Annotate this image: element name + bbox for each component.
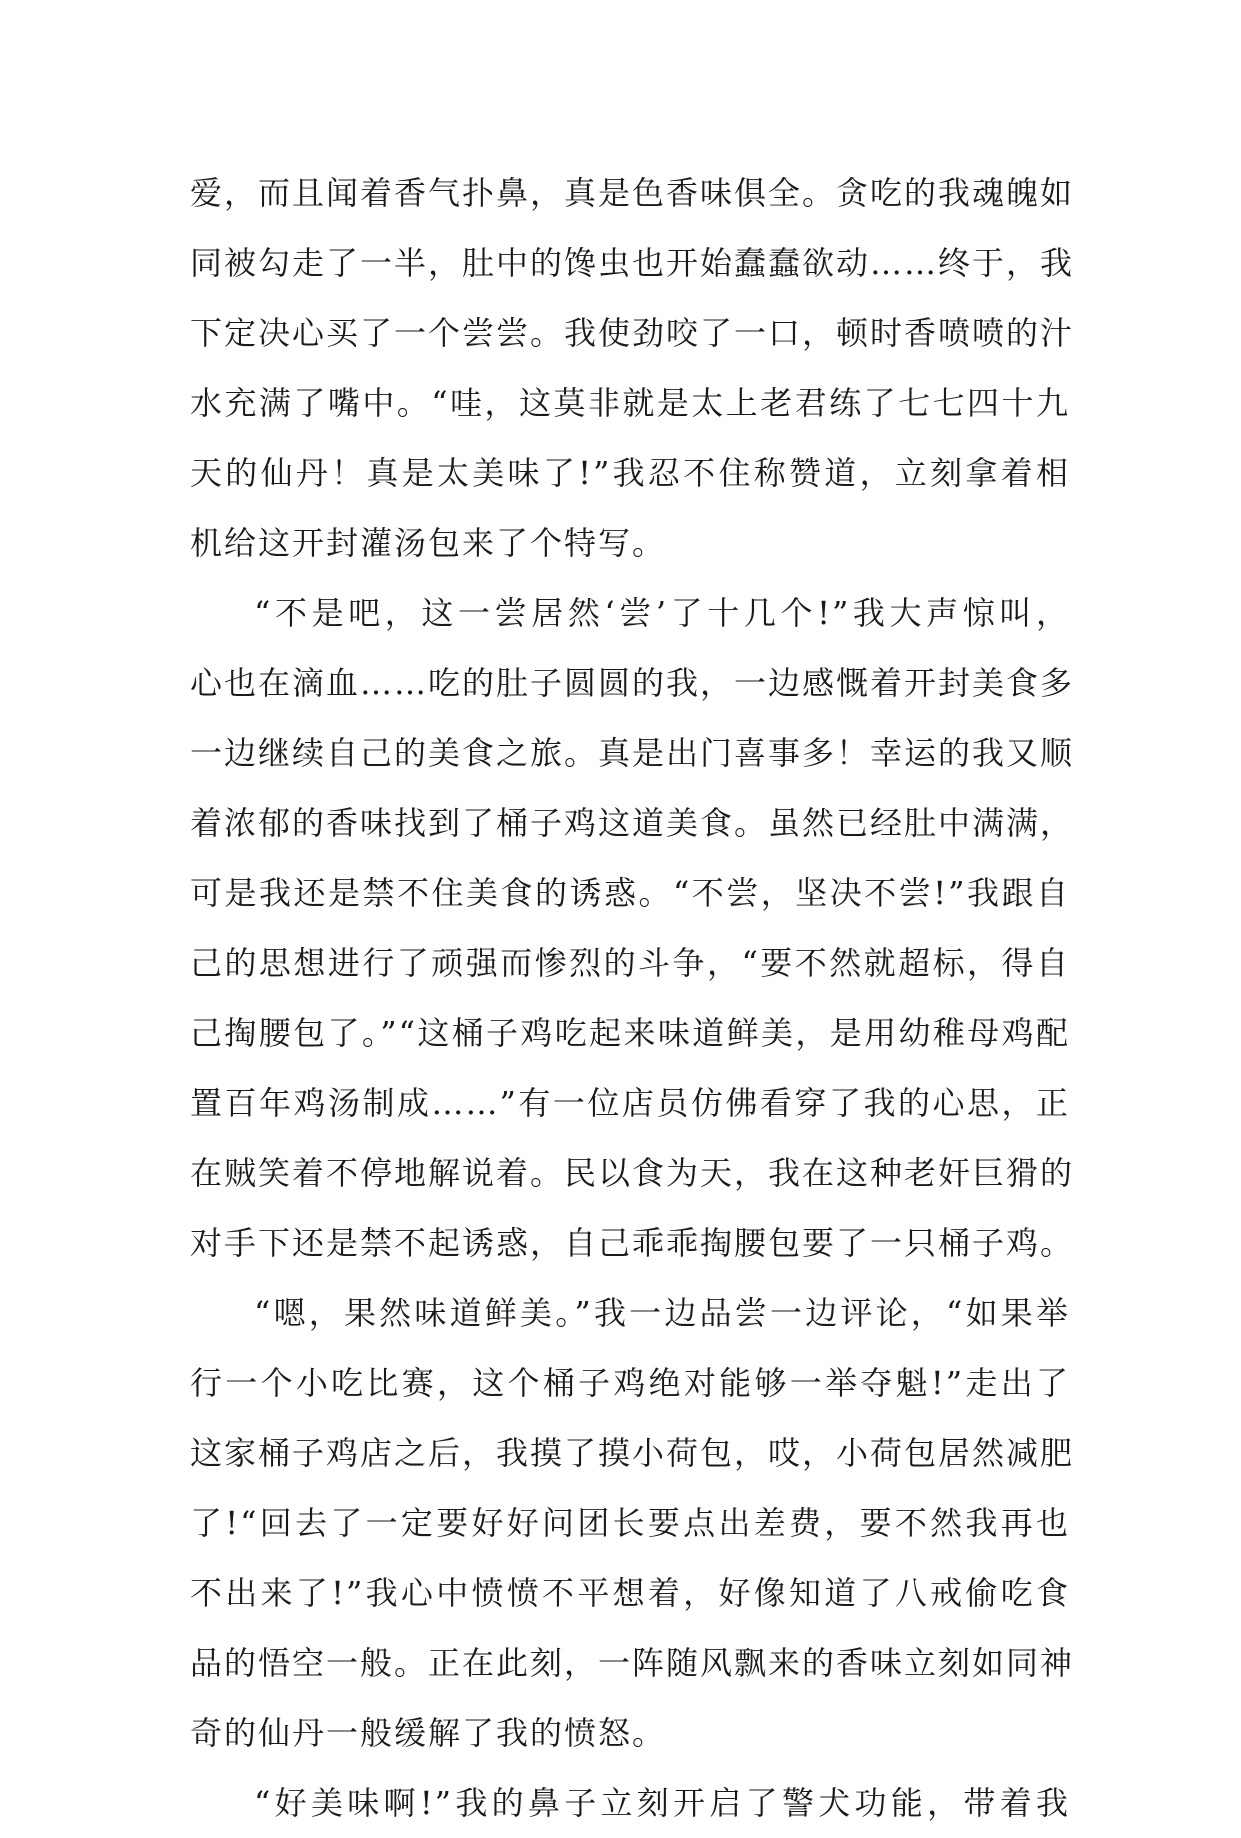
- text-line: “不是吧，这一尝居然‘尝’了十几个!”我大声惊叫，: [254, 594, 1070, 632]
- text-line: 一边继续自己的美食之旅。真是出门喜事多！幸运的我又顺: [190, 734, 1075, 772]
- text-line: 同被勾走了一半，肚中的馋虫也开始蠢蠢欲动……终于，我: [190, 244, 1075, 282]
- text-line: 己掏腰包了。”“这桶子鸡吃起来味道鲜美，是用幼稚母鸡配: [190, 1014, 1070, 1052]
- text-line: “好美味啊!”我的鼻子立刻开启了警犬功能，带着我: [254, 1784, 1070, 1822]
- text-line: 了!“回去了一定要好好问团长要点出差费，要不然我再也: [190, 1504, 1070, 1542]
- text-line: 这家桶子鸡店之后，我摸了摸小荷包，哎，小荷包居然减肥: [190, 1434, 1075, 1472]
- text-line: 在贼笑着不停地解说着。民以食为天，我在这种老奸巨猾的: [190, 1154, 1075, 1192]
- text-line: 奇的仙丹一般缓解了我的愤怒。: [190, 1714, 667, 1752]
- text-line: 水充满了嘴中。“哇，这莫非就是太上老君练了七七四十九: [190, 384, 1070, 422]
- text-line: “嗯，果然味道鲜美。”我一边品尝一边评论，“如果举: [254, 1294, 1070, 1332]
- text-line: 对手下还是禁不起诱惑，自己乖乖掏腰包要了一只桶子鸡。: [190, 1224, 1075, 1262]
- text-line: 置百年鸡汤制成……”有一位店员仿佛看穿了我的心思，正: [190, 1084, 1070, 1122]
- text-line: 行一个小吃比赛，这个桶子鸡绝对能够一举夺魁!”走出了: [190, 1364, 1070, 1402]
- text-line: 天的仙丹！真是太美味了!”我忍不住称赞道，立刻拿着相: [190, 454, 1070, 492]
- text-line: 可是我还是禁不住美食的诱惑。“不尝，坚决不尝!”我跟自: [190, 874, 1070, 912]
- text-line: 品的悟空一般。正在此刻，一阵随风飘来的香味立刻如同神: [190, 1644, 1075, 1682]
- text-line: 爱，而且闻着香气扑鼻，真是色香味俱全。贪吃的我魂魄如: [190, 174, 1075, 212]
- text-line: 心也在滴血……吃的肚子圆圆的我，一边感慨着开封美食多: [190, 664, 1075, 702]
- body-text: [190, 158, 1075, 1838]
- text-line: 不出来了!”我心中愤愤不平想着，好像知道了八戒偷吃食: [190, 1574, 1070, 1612]
- text-line: 己的思想进行了顽强而惨烈的斗争，“要不然就超标，得自: [190, 944, 1070, 982]
- text-line: 下定决心买了一个尝尝。我使劲咬了一口，顿时香喷喷的汁: [190, 314, 1075, 352]
- text-line: 着浓郁的香味找到了桶子鸡这道美食。虽然已经肚中满满，: [190, 804, 1075, 842]
- text-line: 机给这开封灌汤包来了个特写。: [190, 524, 667, 562]
